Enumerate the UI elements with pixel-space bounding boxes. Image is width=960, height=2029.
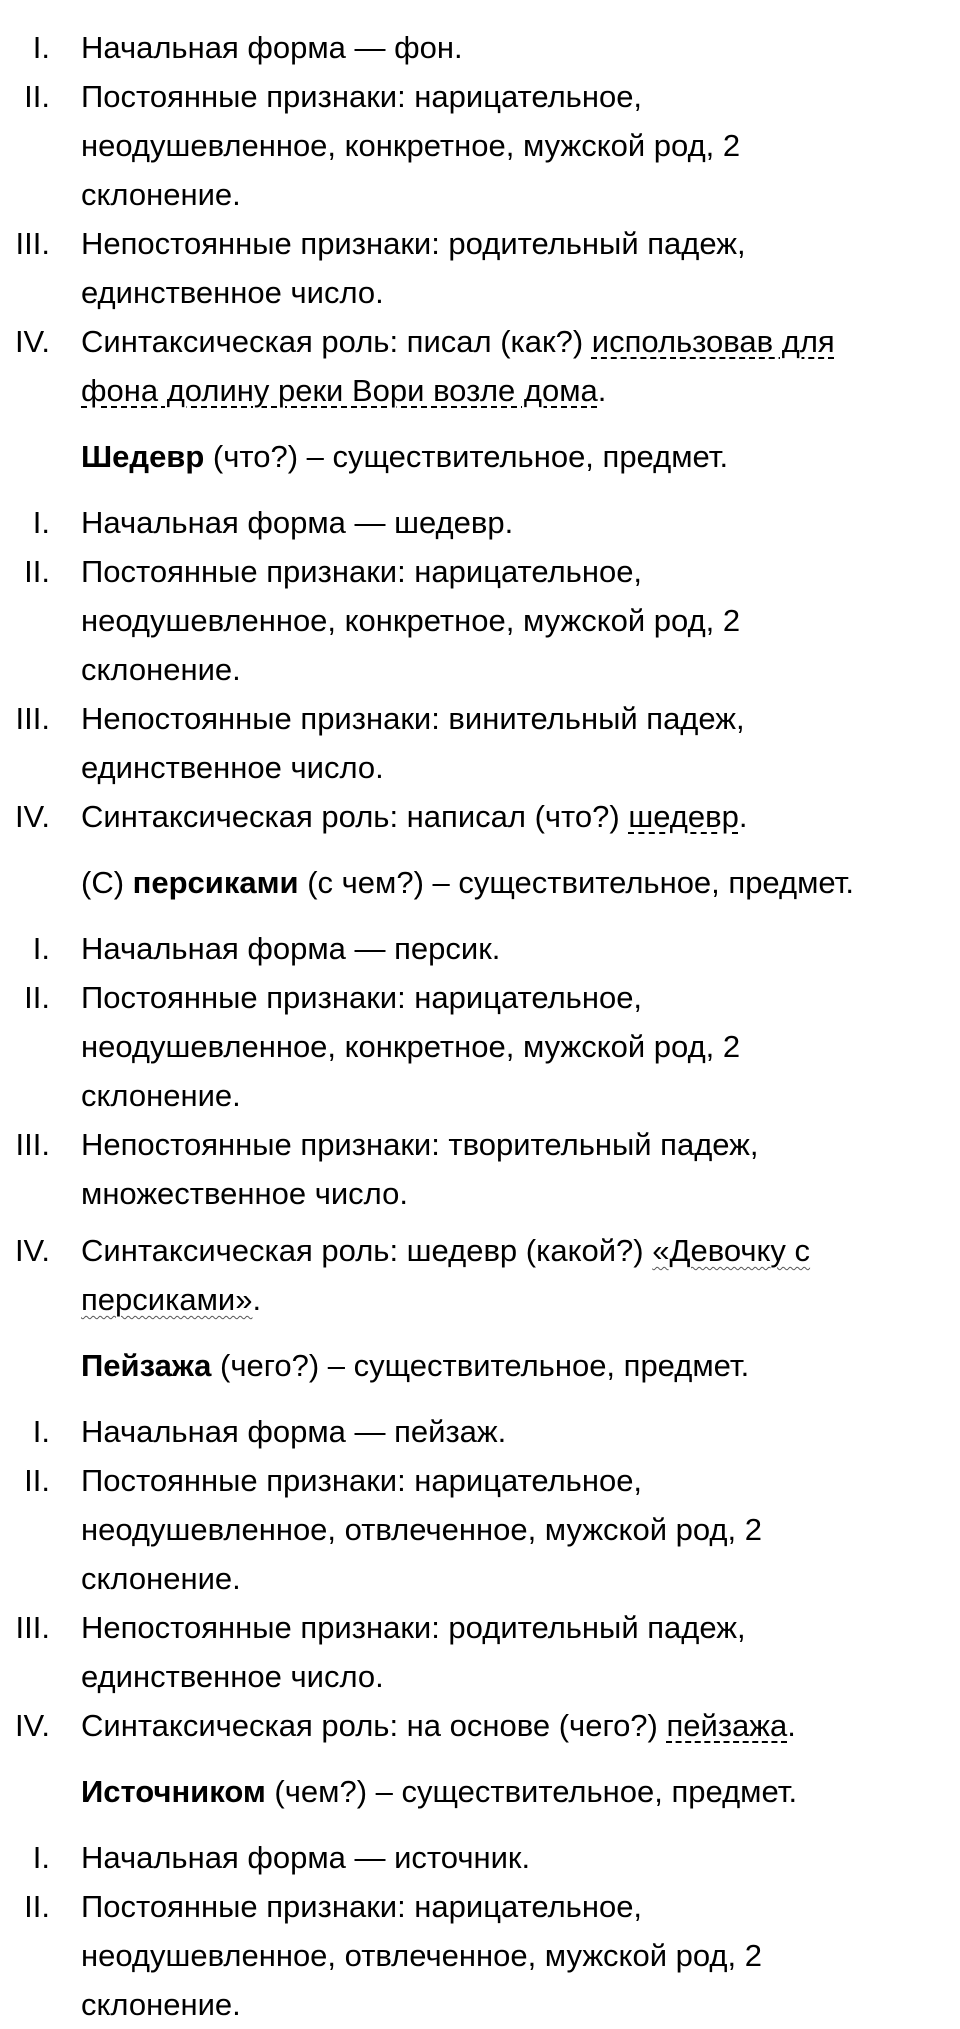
heading-rest: (чего?) – существительное, предмет.	[211, 1348, 750, 1383]
item-line: единственное число.	[81, 275, 384, 310]
item-text: Начальная форма — источник.	[81, 1840, 531, 1875]
item-line: склонение.	[81, 1078, 241, 1113]
item-text: .	[787, 1708, 796, 1743]
item-line: склонение.	[81, 1561, 241, 1596]
list-item-form	[0, 1407, 881, 1456]
word-heading	[0, 1341, 941, 1390]
item-line: единственное число.	[81, 750, 384, 785]
item-line: Постоянные признаки: нарицательное,	[81, 554, 643, 589]
list-item-syntactic-role	[0, 1701, 881, 1750]
item-line: неодушевленное, отвлеченное, мужской род, 2	[81, 1512, 762, 1547]
item-line: неодушевленное, конкретное, мужской род, 2	[81, 1029, 741, 1064]
item-text: Начальная форма — шедевр.	[81, 505, 514, 540]
list-number: IV.	[14, 1708, 50, 1743]
item-line: Постоянные признаки: нарицательное,	[81, 79, 643, 114]
underlined-phrase: фона долину реки Вори возле дома	[81, 373, 598, 408]
list-item-syntactic-role	[0, 792, 881, 841]
list-item-form	[0, 924, 881, 973]
word-bold: Шедевр	[81, 439, 205, 474]
item-text: Синтаксическая роль: на основе (чего?)	[81, 1708, 667, 1743]
list-item-variable-features	[0, 219, 881, 317]
item-line: Постоянные признаки: нарицательное,	[81, 1463, 643, 1498]
list-item-constant-features	[0, 973, 881, 1120]
list-item-form	[0, 498, 881, 547]
underlined-phrase: персиками»	[81, 1282, 253, 1317]
underlined-phrase: шедевр	[628, 799, 739, 834]
heading-rest: (с чем?) – существительное, предмет.	[298, 865, 854, 900]
list-item-variable-features	[0, 1120, 881, 1218]
list-number: I.	[32, 1414, 50, 1449]
list-number: III.	[15, 226, 50, 261]
heading-rest: (чем?) – существительное, предмет.	[265, 1774, 798, 1809]
item-text: Начальная форма — персик.	[81, 931, 501, 966]
list-number: I.	[32, 505, 50, 540]
item-text: Синтаксическая роль: писал (как?)	[81, 324, 592, 359]
item-line: единственное число.	[81, 1659, 384, 1694]
list-number: III.	[15, 1610, 50, 1645]
list-number: IV.	[14, 799, 50, 834]
list-number: IV.	[14, 1233, 50, 1268]
underlined-phrase: использовав для	[591, 324, 835, 359]
list-item-syntactic-role	[0, 1226, 881, 1324]
item-line: неодушевленное, конкретное, мужской род, 2	[81, 128, 741, 163]
item-line: склонение.	[81, 1987, 241, 2022]
list-number: II.	[24, 1463, 50, 1498]
list-number: I.	[32, 931, 50, 966]
list-number: II.	[24, 554, 50, 589]
list-number: I.	[32, 1840, 50, 1875]
item-line: склонение.	[81, 652, 241, 687]
heading-rest: (что?) – существительное, предмет.	[204, 439, 729, 474]
list-item-constant-features	[0, 547, 881, 694]
item-text: Начальная форма — фон.	[81, 30, 463, 65]
list-item-variable-features	[0, 1603, 881, 1701]
item-line: Постоянные признаки: нарицательное,	[81, 1889, 643, 1924]
item-text: .	[738, 799, 748, 834]
word-heading	[0, 858, 941, 907]
item-text: .	[252, 1282, 262, 1317]
word-bold: Пейзажа	[81, 1348, 212, 1383]
item-line: неодушевленное, конкретное, мужской род, 2	[81, 603, 741, 638]
list-number: II.	[24, 1889, 50, 1924]
word-heading	[0, 1767, 941, 1816]
item-line: Постоянные признаки: нарицательное,	[81, 980, 643, 1015]
list-item-form	[0, 23, 881, 72]
item-line: Непостоянные признаки: винительный падеж,	[81, 701, 745, 736]
item-text: Синтаксическая роль: написал (что?)	[81, 799, 629, 834]
list-item-constant-features	[0, 72, 881, 219]
list-item-constant-features	[0, 1882, 881, 2029]
item-line: склонение.	[81, 177, 241, 212]
list-number: II.	[24, 79, 50, 114]
item-line: множественное число.	[81, 1176, 408, 1211]
list-number: III.	[15, 701, 50, 736]
list-item-syntactic-role	[0, 317, 881, 415]
heading-pre: (С)	[81, 865, 133, 900]
list-item-constant-features	[0, 1456, 881, 1603]
item-text: Синтаксическая роль: шедевр (какой?)	[81, 1233, 653, 1268]
underlined-phrase: «Девочку с	[652, 1233, 811, 1268]
word-heading	[0, 432, 941, 481]
item-line: Непостоянные признаки: творительный падеж,	[81, 1127, 759, 1162]
word-bold: персиками	[132, 865, 299, 900]
underlined-phrase: пейзажа	[666, 1708, 788, 1743]
item-text: Начальная форма — пейзаж.	[81, 1414, 507, 1449]
list-item-form	[0, 1833, 881, 1882]
list-number: II.	[24, 980, 50, 1015]
item-line: Непостоянные признаки: родительный падеж,	[81, 1610, 746, 1645]
list-number: I.	[32, 30, 50, 65]
word-bold: Источником	[81, 1774, 266, 1809]
item-line: Непостоянные признаки: родительный падеж,	[81, 226, 746, 261]
list-number: III.	[15, 1127, 50, 1162]
list-item-variable-features	[0, 694, 881, 792]
item-text: .	[597, 373, 607, 408]
list-number: IV.	[14, 324, 50, 359]
item-line: неодушевленное, отвлеченное, мужской род, 2	[81, 1938, 762, 1973]
